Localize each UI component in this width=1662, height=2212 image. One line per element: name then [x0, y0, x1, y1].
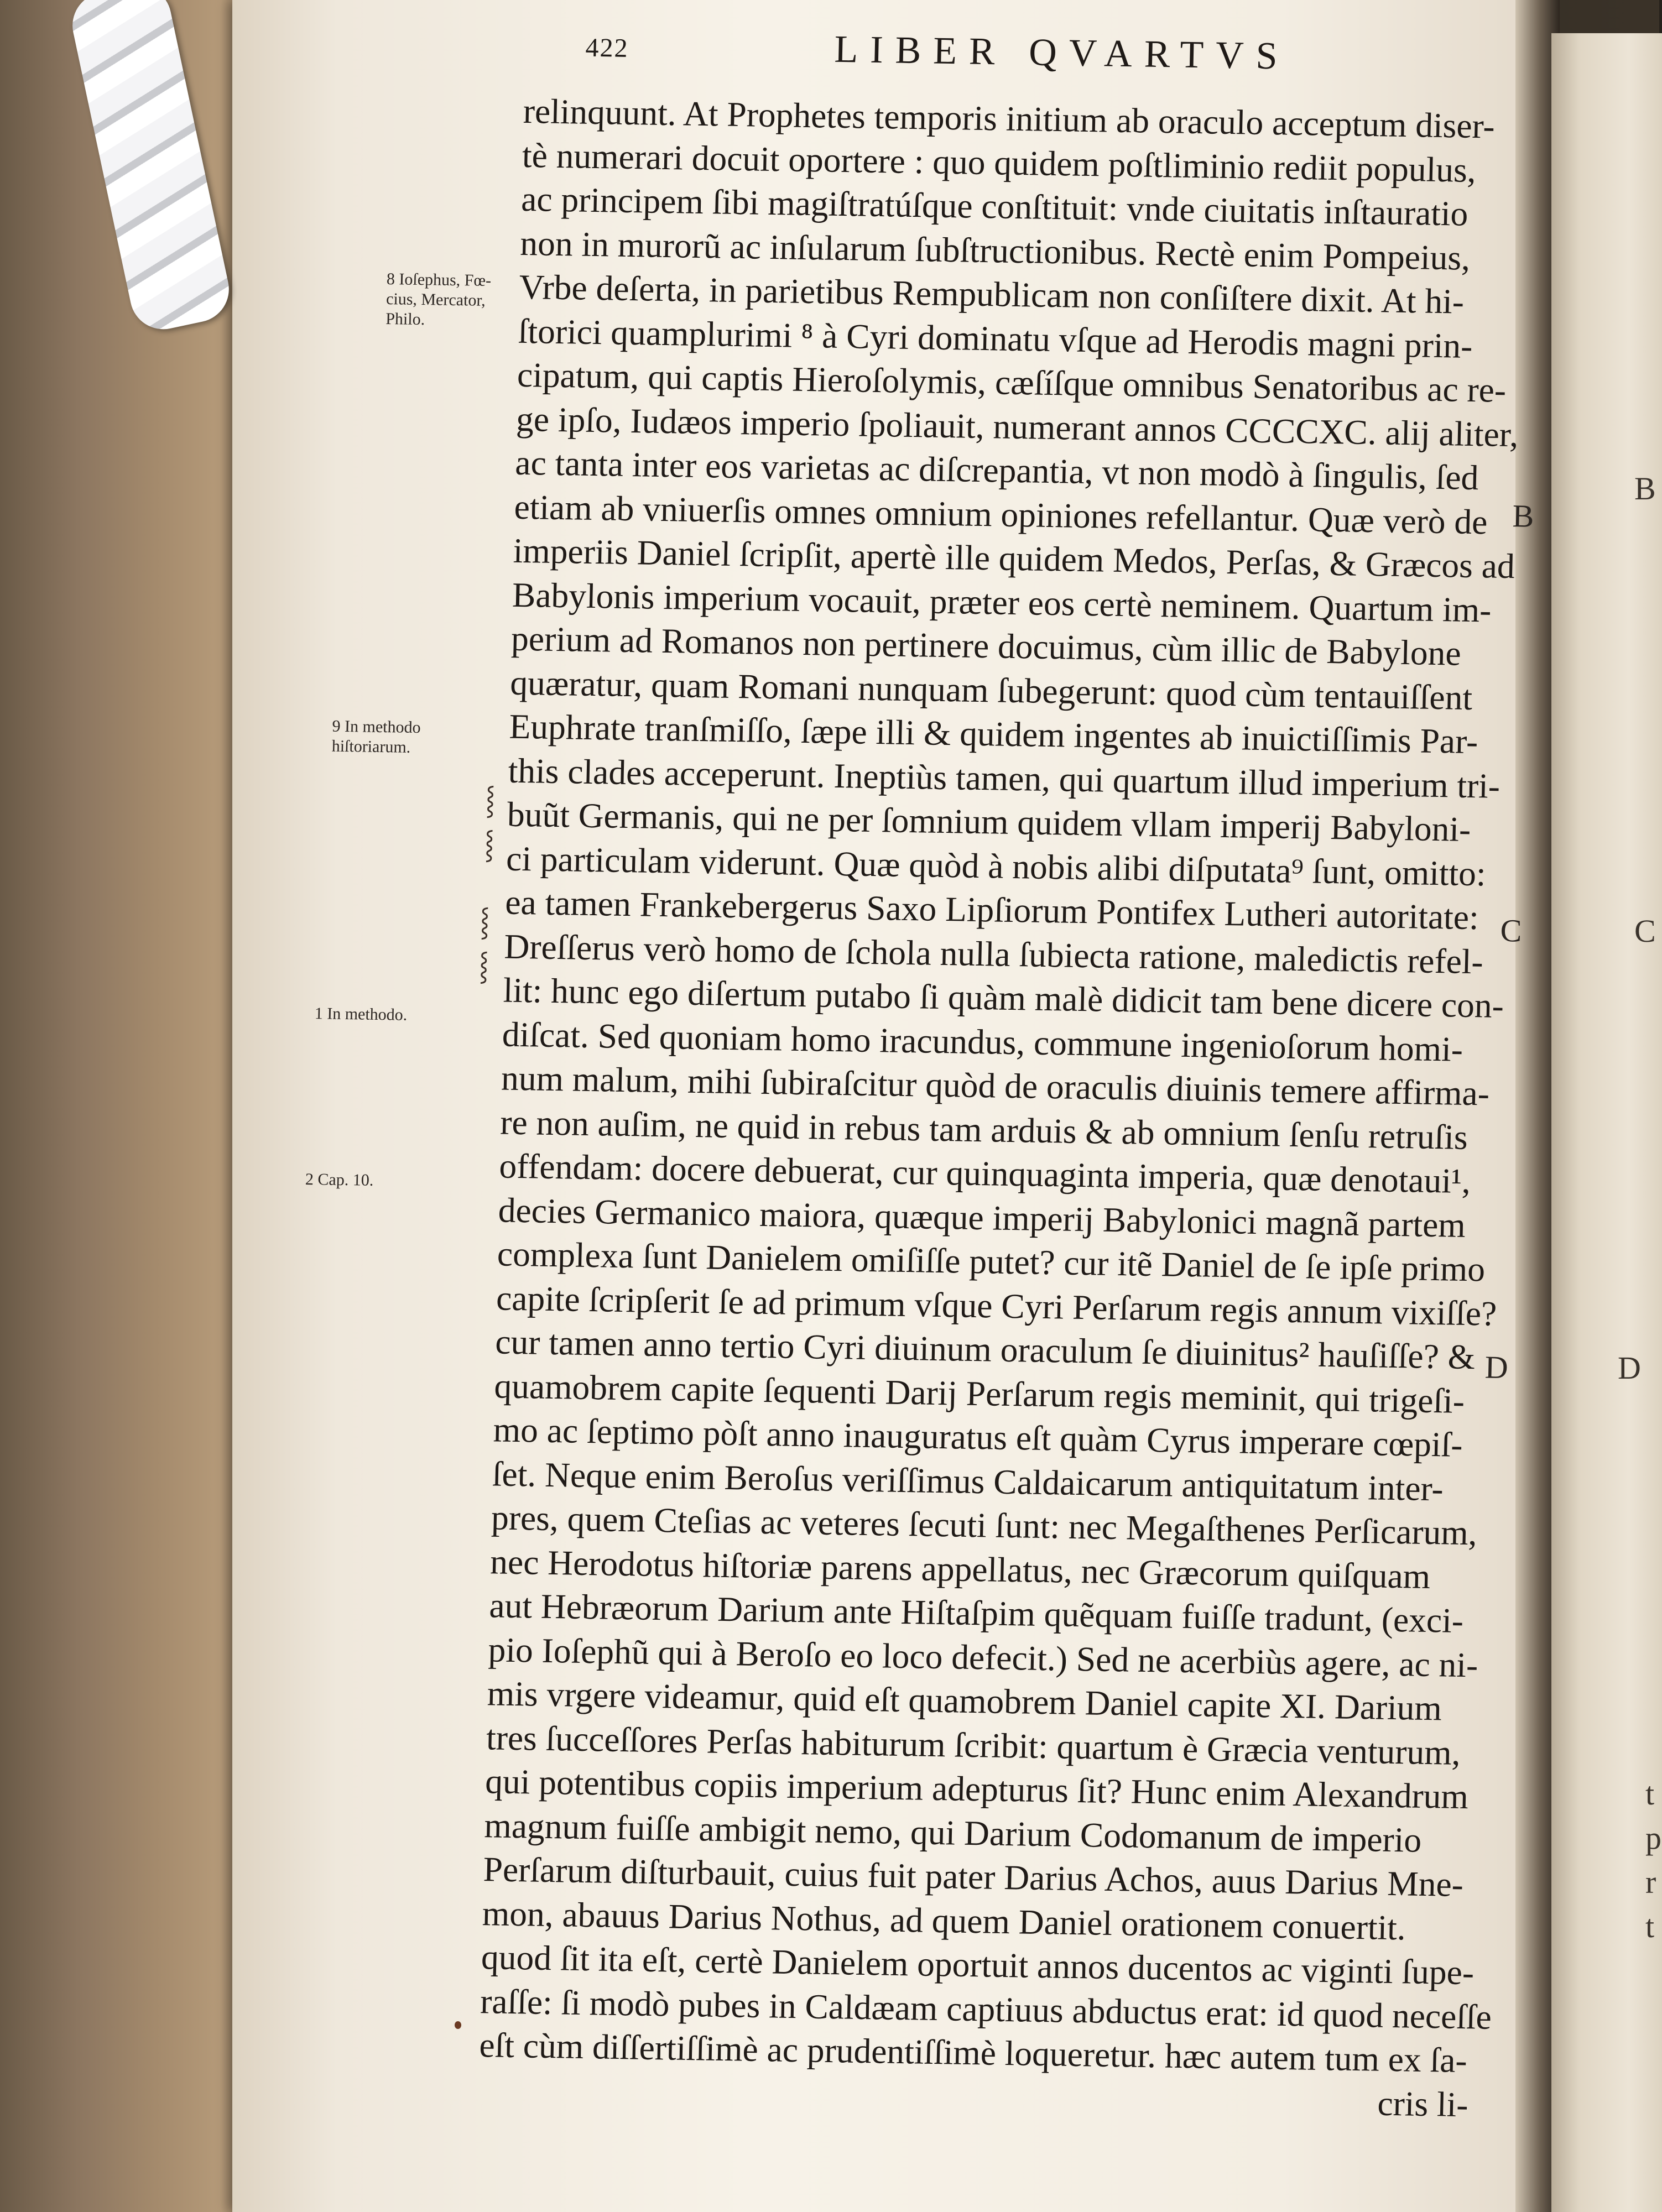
text-line: lit: hunc ego diſertum putabo ſi quàm malè didicit tam bene dicere con-	[503, 970, 1504, 1025]
text-line: quod ſit ita eſt, certè Danielem oportuit annos ducentos ac viginti ſupe-	[481, 1937, 1475, 1992]
facing-letter-d: D	[1618, 1350, 1641, 1386]
text-line: cris li-	[1377, 2083, 1469, 2124]
text-line: Perſarum diſturbauit, cuius fuit pater Darius Achos, auus Darius Mne-	[482, 1849, 1464, 1904]
text-line: tres ſucceſſores Perſas habiturum ſcribit: quartum è Græcia venturum,	[486, 1717, 1461, 1772]
text-line: ſtorici quamplurimi ⁸ à Cyri dominatu vſque ad Herodis magni prin-	[518, 311, 1473, 366]
section-letter-c: C	[1499, 912, 1523, 949]
text-line: diſcat. Sed quoniam homo iracundus, commune ingenioſorum homi-	[502, 1014, 1463, 1069]
facing-fragment-1: t	[1645, 1776, 1655, 1812]
text-line: non in murorũ ac inſularum ſubſtructionibus. Rectè enim Pompeius,	[519, 223, 1471, 278]
text-line: relinquunt. At Prophetes temporis initium ab oraculo acceptum diser-	[523, 91, 1496, 146]
text-line: quamobrem capite ſequenti Darij Perſarum regis meminit, qui trigeſi-	[493, 1365, 1465, 1421]
text-line: Dreſſerus verò homo de ſchola nulla ſubiecta ratione, maledictis refel-	[503, 926, 1484, 981]
text-line: imperiis Daniel ſcripſit, apertè ille quidem Medos, Perſas, & Græcos ad	[513, 530, 1515, 586]
section-letter-b: B	[1512, 498, 1535, 534]
text-line: capite ſcripſerit ſe ad primum vſque Cyri Perſarum regis annum vixiſſe?	[496, 1277, 1498, 1333]
text-line: this clades acceperunt. Ineptiùs tamen, qui quartum illud imperium tri-	[508, 750, 1501, 806]
text-line: aut Hebræorum Darium ante Hiſtaſpim quẽquam fuiſſe tradunt, (exci-	[488, 1585, 1464, 1640]
text-line: mo ac ſeptimo pòſt anno inauguratus eſt quàm Cyrus imperare cœpiſ-	[493, 1410, 1463, 1464]
paper-speck	[455, 2021, 461, 2029]
running-title: LIBER QVARTVS	[833, 28, 1290, 78]
text-line: re non auſim, ne quid in rebus tam arduis & ab omnium ſenſu retruſis	[499, 1102, 1468, 1157]
text-line: eſt cùm diſſertiſſimè ac prudentiſſimè loqueretur. hæc autem tum ex ſa-	[478, 2025, 1468, 2080]
facing-fragment-2: p	[1645, 1820, 1661, 1856]
page-number: 422	[585, 33, 629, 63]
text-line: num malum, mihi ſubiraſcitur quòd de oraculis diuinis temere affirma-	[501, 1058, 1490, 1113]
text-line: quæratur, quam Romani nunquam ſubegerunt: quod cùm tentauiſſent	[509, 662, 1473, 717]
text-line: pres, quem Cteſias ac veteres ſecuti ſunt: nec Megaſthenes Perſicarum,	[491, 1498, 1478, 1553]
text-line: ac principem ſibi magiſtratúſque conſtituit: vnde ciuitatis inſtauratio	[520, 179, 1469, 233]
text-line: complexa ſunt Danielem omiſiſſe putet? cur itẽ Daniel de ſe ipſe primo	[497, 1234, 1486, 1289]
text-line: buũt Germanis, qui ne per ſomnium quidem vllam imperij Babyloni-	[507, 794, 1472, 849]
text-line: mon, abauus Darius Nothus, ad quem Daniel orationem conuertit.	[482, 1893, 1406, 1947]
body-text	[478, 89, 1519, 2126]
page-content	[230, 2, 1549, 2124]
text-line: ac tanta inter eos varietas ac diſcrepantia, vt non modò à ſingulis, ſed	[514, 442, 1479, 498]
text-line: decies Germanico maiora, quæque imperij Babylonici magnã partem	[498, 1190, 1466, 1245]
margin-note-2: 2 Cap. 10.	[305, 1170, 374, 1190]
text-line: ci particulam viderunt. Quæ quòd à nobis alibi diſputata⁹ ſunt, omitto:	[506, 838, 1487, 893]
margin-note-8: 8 Ioſephus, Fœ- cius, Mercator, Philo.	[385, 270, 492, 329]
manuscript-mark: ⸾	[480, 905, 491, 937]
text-line: nec Herodotus hiſtoriæ parens appellatus, nec Græcorum quiſquam	[489, 1541, 1431, 1596]
facing-letter-b: B	[1634, 471, 1656, 507]
facing-page	[1551, 33, 1662, 2212]
text-line: mis vrgere videamur, quid eſt quamobrem Daniel capite XI. Darium	[487, 1673, 1442, 1728]
text-line: cipatum, qui captis Hieroſolymis, cæſíſque omnibus Senatoribus ac re-	[517, 354, 1507, 410]
manuscript-mark: ⸾	[478, 950, 489, 982]
text-line: tè numerari docuit oportere : quo quidem poſtliminio rediit populus,	[522, 135, 1477, 190]
text-line: etiam ab vniuerſis omnes omnium opiniones refellantur. Quæ verò de	[513, 487, 1488, 541]
book-edge	[0, 0, 260, 2212]
facing-letter-c: C	[1634, 913, 1656, 949]
section-letter-d: D	[1484, 1349, 1509, 1386]
running-head	[585, 24, 1582, 78]
text-line: magnum fuiſſe ambigit nemo, qui Darium Codomanum de imperio	[483, 1805, 1422, 1860]
text-line: ſet. Neque enim Beroſus veriſſimus Caldaicarum antiquitatum inter-	[492, 1453, 1444, 1508]
text-line: raſſe: ſi modò pubes in Caldæam captiuus abductus erat: id quod neceſſe	[480, 1981, 1492, 2037]
text-line: cur tamen anno tertio Cyri diuinum oraculum ſe diuinitus² hauſiſſe? &	[494, 1322, 1476, 1377]
facing-fragment-3: r	[1645, 1864, 1656, 1900]
text-line: ge ipſo, Iudæos imperio ſpoliauit, numerant annos CCCCXC. alij aliter,	[515, 399, 1519, 454]
margin-note-1: 1 In methodo.	[314, 1004, 408, 1024]
margin-note-9: 9 In methodo hiſtoriarum.	[331, 717, 421, 757]
text-line: Babylonis imperium vocauit, præter eos certè neminem. Quartum im-	[512, 575, 1492, 629]
text-line: Euphrate tranſmiſſo, ſæpe illi & quidem ingentes ab inuictiſſimis Par-	[508, 706, 1479, 761]
facing-fragment-4: t	[1645, 1908, 1655, 1944]
text-line: pio Ioſephũ qui à Beroſo eo loco defecit.) Sed ne acerbiùs agere, ac ni-	[487, 1629, 1479, 1684]
text-line: perium ad Romanos non pertinere docuimus, cùm illic de Babylone	[510, 618, 1462, 673]
text-line: Vrbe deſerta, in parietibus Rempublicam non conſiſtere dixit. At hi-	[518, 267, 1465, 321]
text-line: qui potentibus copiis imperium adepturus ſit? Hunc enim Alexandrum	[484, 1761, 1469, 1817]
text-line: ea tamen Frankebergerus Saxo Lipſiorum Pontifex Lutheri autoritate:	[504, 882, 1479, 937]
manuscript-mark: ⸾	[485, 784, 496, 816]
text-line: offendam: docere debuerat, cur quinquaginta imperia, quæ denotaui¹,	[498, 1146, 1471, 1201]
manuscript-mark: ⸾	[484, 828, 495, 860]
